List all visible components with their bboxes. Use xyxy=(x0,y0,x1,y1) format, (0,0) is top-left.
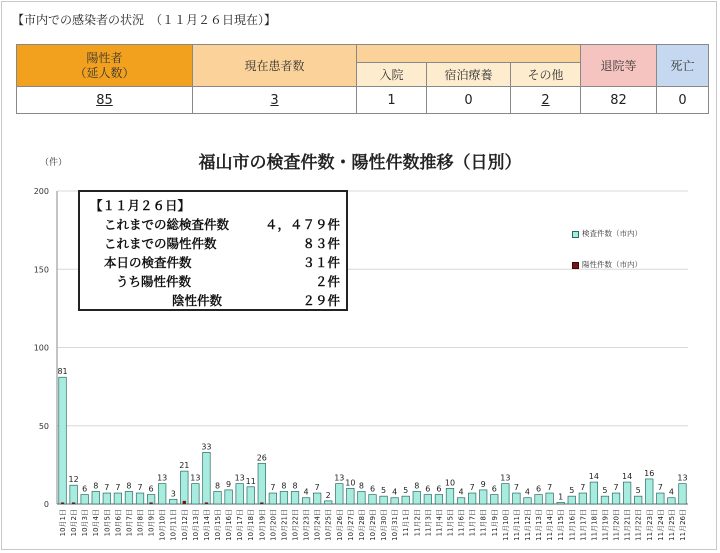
data-label: 10 xyxy=(345,478,356,488)
x-tick-label: 10月26日 xyxy=(335,509,344,541)
bar-tests xyxy=(369,495,377,504)
x-tick-label: 10月10日 xyxy=(158,509,167,541)
x-tick-label: 11月21日 xyxy=(623,509,632,541)
bar-positives xyxy=(149,502,152,504)
x-tick-label: 10月3日 xyxy=(81,509,90,537)
header-other: その他 xyxy=(511,63,581,87)
data-label: 16 xyxy=(644,468,655,478)
chart-title: 福山市の検査件数・陽性件数推移（日別） xyxy=(198,153,522,173)
x-tick-label: 10月31日 xyxy=(391,509,400,541)
bar-tests xyxy=(103,493,111,504)
legend-item-positives xyxy=(572,259,692,270)
bar-tests xyxy=(479,490,487,504)
bar-tests xyxy=(258,463,266,504)
x-tick-label: 10月13日 xyxy=(191,509,200,541)
data-label: 5 xyxy=(569,486,575,496)
data-label: 6 xyxy=(369,484,376,494)
page-heading: 【市内での感染者の状況 （１１月２６日現在）】 xyxy=(12,13,277,27)
bar-tests xyxy=(657,493,665,504)
data-label: 8 xyxy=(414,481,420,491)
x-tick-label: 11月12日 xyxy=(523,509,532,541)
x-tick-label: 11月17日 xyxy=(579,509,588,541)
bar-tests xyxy=(380,496,388,504)
data-label: 14 xyxy=(588,472,599,482)
x-tick-label: 11月6日 xyxy=(457,509,466,537)
x-tick-label: 11月2日 xyxy=(413,509,422,537)
bar-tests xyxy=(70,485,78,504)
summary-value: ８３件 xyxy=(302,236,340,251)
legend-label-positives: 陽性件数（市内） xyxy=(582,260,642,269)
bar-tests xyxy=(92,491,100,504)
data-label: 13 xyxy=(234,473,245,483)
x-tick-label: 10月15日 xyxy=(214,509,223,541)
summary-label: これまでの陽性件数 xyxy=(104,236,217,251)
summary-row xyxy=(80,291,346,308)
bar-tests xyxy=(535,495,543,504)
data-label: 8 xyxy=(292,481,298,491)
bar-tests xyxy=(457,498,465,504)
x-tick-label: 10月22日 xyxy=(291,509,300,541)
data-label: 5 xyxy=(403,486,409,496)
x-tick-label: 10月28日 xyxy=(357,509,366,541)
bar-tests xyxy=(158,484,166,504)
bar-tests xyxy=(247,487,255,504)
data-label: 6 xyxy=(425,484,431,494)
bar-tests xyxy=(468,493,476,504)
data-label: 6 xyxy=(491,484,497,494)
bar-tests xyxy=(402,496,410,504)
summary-box xyxy=(78,190,348,311)
data-label: 2 xyxy=(325,490,331,500)
data-label: 33 xyxy=(201,442,212,452)
x-tick-label: 10月2日 xyxy=(70,509,79,537)
bar-tests xyxy=(203,452,211,504)
bar-positives xyxy=(260,502,263,504)
data-label: 7 xyxy=(115,483,121,493)
bar-positives xyxy=(72,502,75,504)
x-tick-label: 11月15日 xyxy=(557,509,566,541)
bar-tests xyxy=(435,495,443,504)
x-tick-label: 10月12日 xyxy=(180,509,189,541)
bar-tests xyxy=(679,484,687,504)
bar-tests xyxy=(358,491,366,504)
data-label: 5 xyxy=(602,486,608,496)
bar-tests xyxy=(291,491,299,504)
y-tick-label: 50 xyxy=(38,421,49,431)
x-tick-label: 10月9日 xyxy=(147,509,156,537)
header-discharged-label: 退院等 xyxy=(600,59,637,73)
bar-tests xyxy=(491,495,499,504)
x-tick-label: 10月17日 xyxy=(236,509,245,541)
data-label: 6 xyxy=(82,484,88,494)
x-tick-label: 11月13日 xyxy=(535,509,544,541)
bar-tests xyxy=(568,496,576,504)
x-tick-label: 11月23日 xyxy=(645,509,654,541)
x-tick-label: 10月16日 xyxy=(225,509,234,541)
data-label: 7 xyxy=(613,483,619,493)
data-label: 7 xyxy=(104,483,110,493)
bar-tests xyxy=(81,495,89,504)
x-tick-label: 10月1日 xyxy=(59,509,68,537)
x-tick-label: 11月9日 xyxy=(490,509,499,537)
x-tick-label: 10月20日 xyxy=(269,509,278,541)
legend-item-tests xyxy=(572,228,692,239)
summary-value: ４，４７９件 xyxy=(264,217,340,232)
x-tick-label: 10月23日 xyxy=(302,509,311,541)
x-tick-label: 10月30日 xyxy=(380,509,389,541)
data-label: 7 xyxy=(657,483,663,493)
header-positive-label: 陽性者 （延人数） xyxy=(74,50,135,80)
x-tick-label: 10月27日 xyxy=(346,509,355,541)
x-tick-label: 11月26日 xyxy=(678,509,687,541)
bar-tests xyxy=(645,479,653,504)
x-tick-label: 11月4日 xyxy=(435,509,444,537)
header-current-label: 現在患者数 xyxy=(244,59,305,73)
bar-tests xyxy=(302,498,310,504)
bar-tests xyxy=(424,495,432,504)
x-tick-label: 11月10日 xyxy=(501,509,510,541)
data-label: 8 xyxy=(281,481,287,491)
data-label: 21 xyxy=(179,461,190,471)
bar-tests xyxy=(236,484,244,504)
x-tick-label: 10月6日 xyxy=(114,509,123,537)
x-tick-label: 10月8日 xyxy=(136,509,145,537)
data-label: 81 xyxy=(57,367,68,377)
value-lodging: 0 xyxy=(427,87,511,114)
x-tick-label: 11月19日 xyxy=(601,509,610,541)
summary-label: 本日の検査件数 xyxy=(104,255,192,270)
data-label: 7 xyxy=(513,483,519,493)
bar-tests xyxy=(114,493,122,504)
bar-tests xyxy=(324,501,332,504)
x-tick-label: 11月25日 xyxy=(667,509,676,541)
x-tick-label: 10月18日 xyxy=(247,509,256,541)
data-label: 7 xyxy=(469,483,475,493)
summary-value: ３１件 xyxy=(302,255,340,270)
x-tick-label: 11月11日 xyxy=(512,509,521,541)
data-label: 6 xyxy=(436,484,442,494)
data-label: 6 xyxy=(148,484,154,494)
bar-tests xyxy=(601,496,609,504)
x-tick-label: 11月7日 xyxy=(468,509,477,537)
y-unit-label: （件） xyxy=(40,158,68,168)
data-label: 4 xyxy=(458,487,464,497)
y-tick-label: 200 xyxy=(33,187,49,196)
data-label: 5 xyxy=(635,486,641,496)
bar-tests xyxy=(413,491,421,504)
bar-tests xyxy=(59,377,67,504)
y-tick-label: 100 xyxy=(33,343,49,353)
bar-positives xyxy=(205,502,208,504)
summary-row xyxy=(80,215,346,232)
data-label: 13 xyxy=(157,473,168,483)
y-tick-label: 150 xyxy=(33,265,49,275)
header-hospitalized: 入院 xyxy=(357,63,427,87)
bar-tests xyxy=(502,484,510,504)
summary-value: ２件 xyxy=(314,274,340,289)
x-tick-label: 10月21日 xyxy=(280,509,289,541)
summary-date: 【１１月２６日】 xyxy=(90,198,191,213)
x-tick-label: 11月18日 xyxy=(590,509,599,541)
data-label: 4 xyxy=(668,487,674,497)
x-tick-label: 11月24日 xyxy=(656,509,665,541)
data-label: 13 xyxy=(190,473,201,483)
x-tick-label: 10月24日 xyxy=(313,509,322,541)
data-label: 6 xyxy=(536,484,542,494)
bar-tests xyxy=(225,490,233,504)
data-label: 14 xyxy=(622,472,633,482)
bar-tests xyxy=(313,493,321,504)
x-tick-label: 10月7日 xyxy=(125,509,134,537)
x-tick-label: 11月1日 xyxy=(402,509,411,537)
bar-tests xyxy=(214,491,222,504)
header-lodging: 宿泊療養 xyxy=(427,63,511,87)
x-tick-label: 11月16日 xyxy=(568,509,577,541)
data-label: 7 xyxy=(547,483,553,493)
bar-tests xyxy=(446,488,454,504)
bar-tests xyxy=(557,502,565,504)
x-tick-label: 10月14日 xyxy=(202,509,211,541)
bar-tests xyxy=(192,484,200,504)
bar-tests xyxy=(269,493,277,504)
legend-label-tests: 検査件数（市内） xyxy=(582,229,642,238)
bar-tests xyxy=(125,491,133,504)
header-deaths-label: 死亡 xyxy=(670,59,695,73)
data-label: 8 xyxy=(126,481,132,491)
bar-tests xyxy=(347,488,355,504)
x-tick-label: 10月11日 xyxy=(169,509,178,541)
data-label: 12 xyxy=(68,475,79,485)
data-label: 7 xyxy=(314,483,320,493)
data-label: 13 xyxy=(334,473,345,483)
data-label: 5 xyxy=(381,486,387,496)
x-tick-label: 10月29日 xyxy=(369,509,377,541)
summary-row xyxy=(80,253,346,270)
data-label: 4 xyxy=(303,487,309,497)
positive-link[interactable]: 85 xyxy=(96,92,113,108)
x-tick-label: 10月19日 xyxy=(258,509,267,541)
data-label: 9 xyxy=(226,479,232,489)
bar-tests xyxy=(546,493,554,504)
bar-tests xyxy=(634,496,642,504)
bar-tests xyxy=(513,493,521,504)
data-label: 10 xyxy=(444,478,456,488)
x-tick-label: 11月22日 xyxy=(634,509,643,541)
summary-label: 陰性件数 xyxy=(172,293,223,308)
data-label: 7 xyxy=(580,483,586,493)
bar-tests xyxy=(336,484,344,504)
data-label: 7 xyxy=(270,483,276,493)
data-label: 26 xyxy=(256,453,267,463)
summary-row xyxy=(80,272,346,289)
bar-tests xyxy=(668,498,676,504)
x-tick-label: 10月4日 xyxy=(92,509,101,537)
bar-tests xyxy=(623,482,631,504)
data-label: 9 xyxy=(480,479,486,489)
bar-tests xyxy=(579,493,587,504)
data-label: 8 xyxy=(358,481,364,491)
x-tick-label: 11月8日 xyxy=(479,509,488,537)
legend-swatch-positives xyxy=(572,262,579,269)
x-tick-label: 11月3日 xyxy=(424,509,433,537)
x-tick-label: 11月5日 xyxy=(446,509,455,537)
summary-value: ２９件 xyxy=(302,293,340,308)
bar-tests xyxy=(391,498,399,504)
bar-tests xyxy=(280,491,288,504)
value-hospitalized: 1 xyxy=(357,87,427,114)
other-link[interactable]: 2 xyxy=(541,92,550,108)
legend-swatch-tests xyxy=(572,231,579,238)
bar-tests xyxy=(181,471,189,504)
x-tick-label: 10月25日 xyxy=(324,509,333,541)
summary-row xyxy=(80,234,346,251)
bar-tests xyxy=(612,493,620,504)
bar-tests xyxy=(136,493,144,504)
data-label: 8 xyxy=(93,481,99,491)
bar-positives xyxy=(61,502,64,504)
data-label: 11 xyxy=(245,476,256,486)
x-tick-label: 10月5日 xyxy=(103,509,112,537)
data-label: 4 xyxy=(524,487,531,497)
data-label: 1 xyxy=(558,492,564,502)
value-deaths: 0 xyxy=(657,87,709,114)
data-label: 13 xyxy=(677,473,688,483)
bar-tests xyxy=(169,499,177,504)
data-label: 7 xyxy=(137,483,143,493)
y-tick-label: 0 xyxy=(43,500,49,509)
x-tick-label: 11月14日 xyxy=(546,509,555,541)
summary-label: これまでの総検査件数 xyxy=(104,217,230,232)
summary-label: うち陽性件数 xyxy=(116,274,192,289)
data-label: 4 xyxy=(392,487,398,497)
bar-positives xyxy=(183,501,186,504)
value-discharged: 82 xyxy=(581,87,657,114)
data-label: 13 xyxy=(500,473,511,483)
current-link[interactable]: 3 xyxy=(270,92,279,108)
data-label: 8 xyxy=(214,481,221,491)
bar-tests xyxy=(524,498,532,504)
x-tick-label: 11月20日 xyxy=(612,509,621,541)
data-label: 3 xyxy=(170,489,176,499)
bar-tests xyxy=(590,482,598,504)
